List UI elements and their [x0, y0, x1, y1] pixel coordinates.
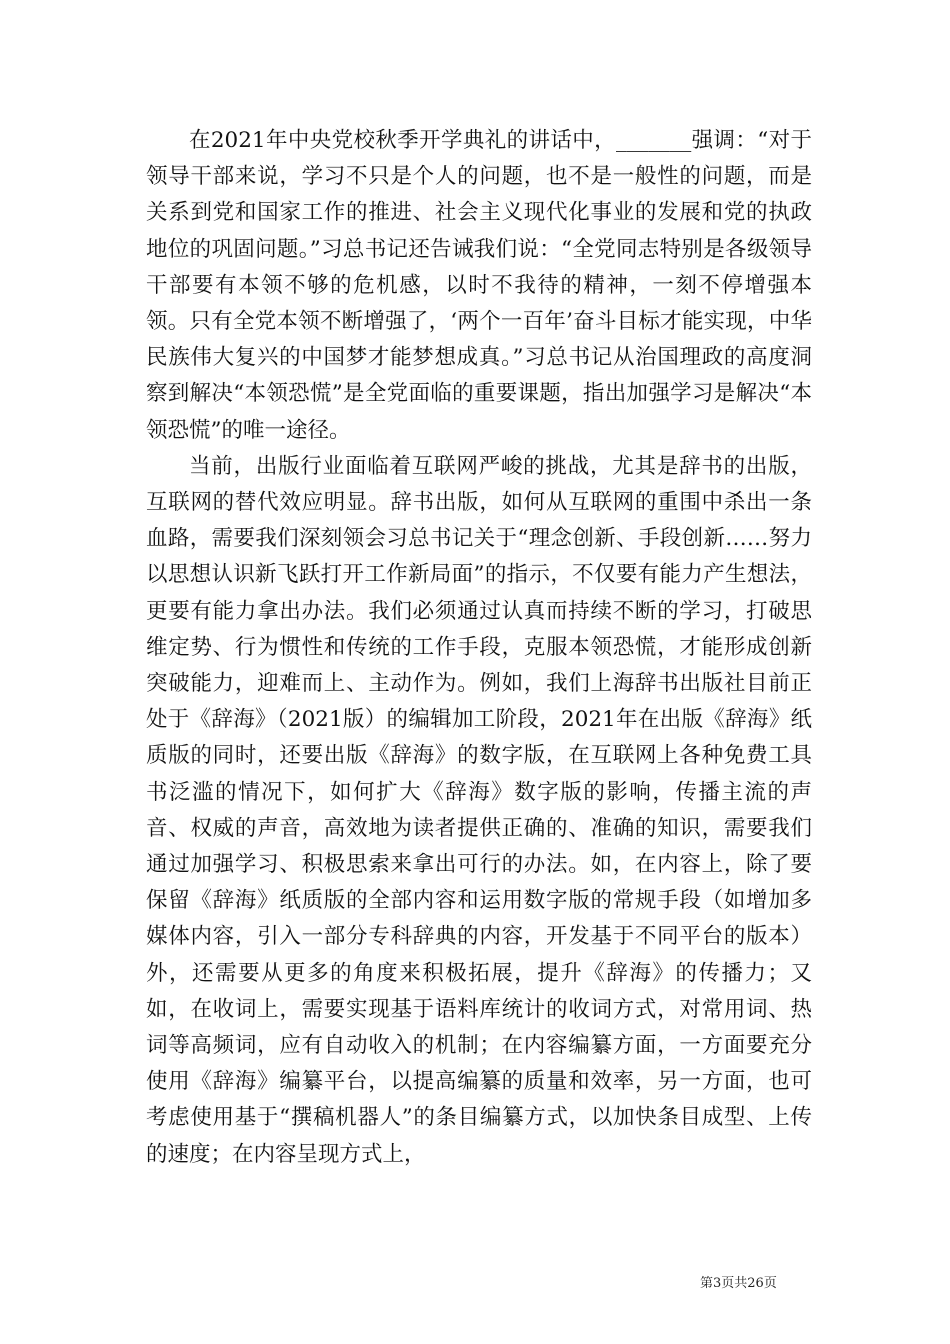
- page-number-footer: 第3页共26页: [700, 1276, 777, 1291]
- paragraph-1: 在2021年中央党校秋季开学典礼的讲话中，_______强调：“对于领导干部来说，学习不只是个人的问题，也不是一般性的问题，而是关系到党和国家工作的推进、社会主义现代化事业的发展和党的执政地位的巩固问题。”习总书记还告诫我们说：“全党同志特别是各级领导干部要有本领不够的危机感，以时不我待的精神，一刻不停增强本领。只有全党本领不断增强了，‘两个一百年’奋斗目标才能实现，中华民族伟大复兴的中国梦才能梦想成真。”习总书记从治国理政的高度洞察到解决“本领恐慌”是全党面临的重要课题，指出加强学习是解决“本领恐慌”的唯一途径。: [146, 128, 812, 443]
- document-body: [146, 123, 812, 1173]
- paragraph-2: 当前，出版行业面临着互联网严峻的挑战，尤其是辞书的出版，互联网的替代效应明显。辞书出版，如何从互联网的重围中杀出一条血路，需要我们深刻领会习总书记关于“理念创新、手段创新……努力以思想认识新飞跃打开工作新局面”的指示，不仅要有能力产生想法，更要有能力拿出办法。我们必须通过认真而持续不断的学习，打破思维定势、行为惯性和传统的工作手段，克服本领恐慌，才能形成创新突破能力，迎难而上、主动作为。例如，我们上海辞书出版社目前正处于《辞海》（2021版）的编辑加工阶段，2021年在出版《辞海》纸质版的同时，还要出版《辞海》的数字版，在互联网上各种免费工具书泛滥的情况下，如何扩大《辞海》数字版的影响，传播主流的声音、权威的声音，高效地为读者提供正确的、准确的知识，需要我们通过加强学习、积极思索来拿出可行的办法。如，在内容上，除了要保留《辞海》纸质版的全部内容和运用数字版的常规手段（如增加多媒体内容，引入一部分专科辞典的内容，开发基于不同平台的版本）外，还需要从更多的角度来积极拓展，提升《辞海》的传播力；又如，在收词上，需要实现基于语料库统计的收词方式，对常用词、热词等高频词，应有自动收入的机制；在内容编纂方面，一方面要充分使用《辞海》编纂平台，以提高编纂的质量和效率，另一方面，也可考虑使用基于“撰稿机器人”的条目编纂方式，以加快条目成型、上传的速度；在内容呈现方式上，: [146, 453, 812, 1167]
